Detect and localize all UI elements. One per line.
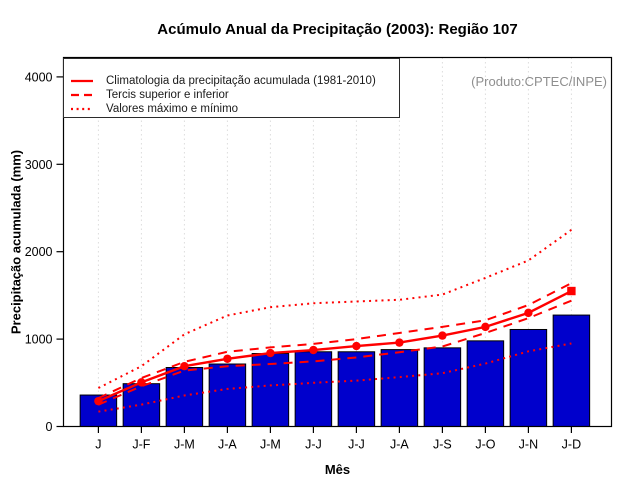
precipitation-bar — [553, 315, 590, 426]
precipitation-bar — [381, 350, 418, 427]
climatology-point — [180, 362, 188, 370]
legend-row-maxmin — [71, 102, 399, 116]
x-tick-label: J-S — [433, 437, 452, 452]
x-tick-label: J-M — [173, 437, 195, 452]
climatology-point — [524, 309, 532, 317]
precipitation-bar — [166, 368, 203, 427]
precipitation-bar — [467, 341, 504, 427]
legend-label-tercis: Tercis superior e inferior — [106, 89, 229, 101]
x-tick-label: J-J — [348, 437, 365, 452]
y-tick-label: 2000 — [24, 245, 53, 260]
climatology-point — [94, 397, 102, 405]
y-tick-label: 1000 — [24, 332, 53, 347]
legend-label-maxmin: Valores máximo e mínimo — [106, 103, 239, 115]
x-tick-label: J-J — [305, 437, 322, 452]
climatology-point — [438, 331, 446, 339]
precipitation-bar — [510, 329, 547, 426]
climatology-point — [309, 346, 317, 354]
x-tick-label: J-A — [218, 437, 237, 452]
precipitation-bar — [424, 348, 461, 427]
precipitation-bar — [209, 364, 246, 426]
x-tick-label: J-F — [132, 437, 151, 452]
x-tick-label: J-N — [518, 437, 539, 452]
climatology-point — [481, 323, 489, 331]
climatology-point — [352, 342, 360, 350]
climatology-point — [395, 338, 403, 346]
x-axis-title: Mês — [324, 462, 351, 477]
climatology-point — [137, 378, 145, 386]
dashed-line-icon — [71, 92, 93, 98]
y-tick-label: 3000 — [24, 157, 53, 172]
x-tick-label: J-M — [259, 437, 281, 452]
x-tick-label: J-D — [561, 437, 582, 452]
x-tick-label: J-A — [390, 437, 409, 452]
y-tick-label: 0 — [45, 420, 53, 434]
climatology-end-marker — [567, 287, 575, 295]
dotted-line-icon — [71, 106, 93, 112]
x-tick-label: J — [95, 437, 102, 452]
precipitation-bar — [338, 352, 375, 427]
y-tick-label: 4000 — [24, 70, 53, 85]
y-axis-title: Precipitação acumulada (mm) — [8, 149, 24, 335]
chart-title: Acúmulo Anual da Precipitação (2003): Região 107 — [157, 21, 518, 38]
x-tick-label: J-O — [475, 437, 496, 452]
legend-row-tercis — [71, 88, 399, 102]
climatology-point — [266, 349, 274, 357]
source-credit: (Produto:CPTEC/INPE) — [471, 74, 607, 89]
climatology-point — [223, 355, 231, 363]
legend-label-climatology: Climatologia da precipitação acumulada (1981-2010) — [106, 75, 376, 87]
